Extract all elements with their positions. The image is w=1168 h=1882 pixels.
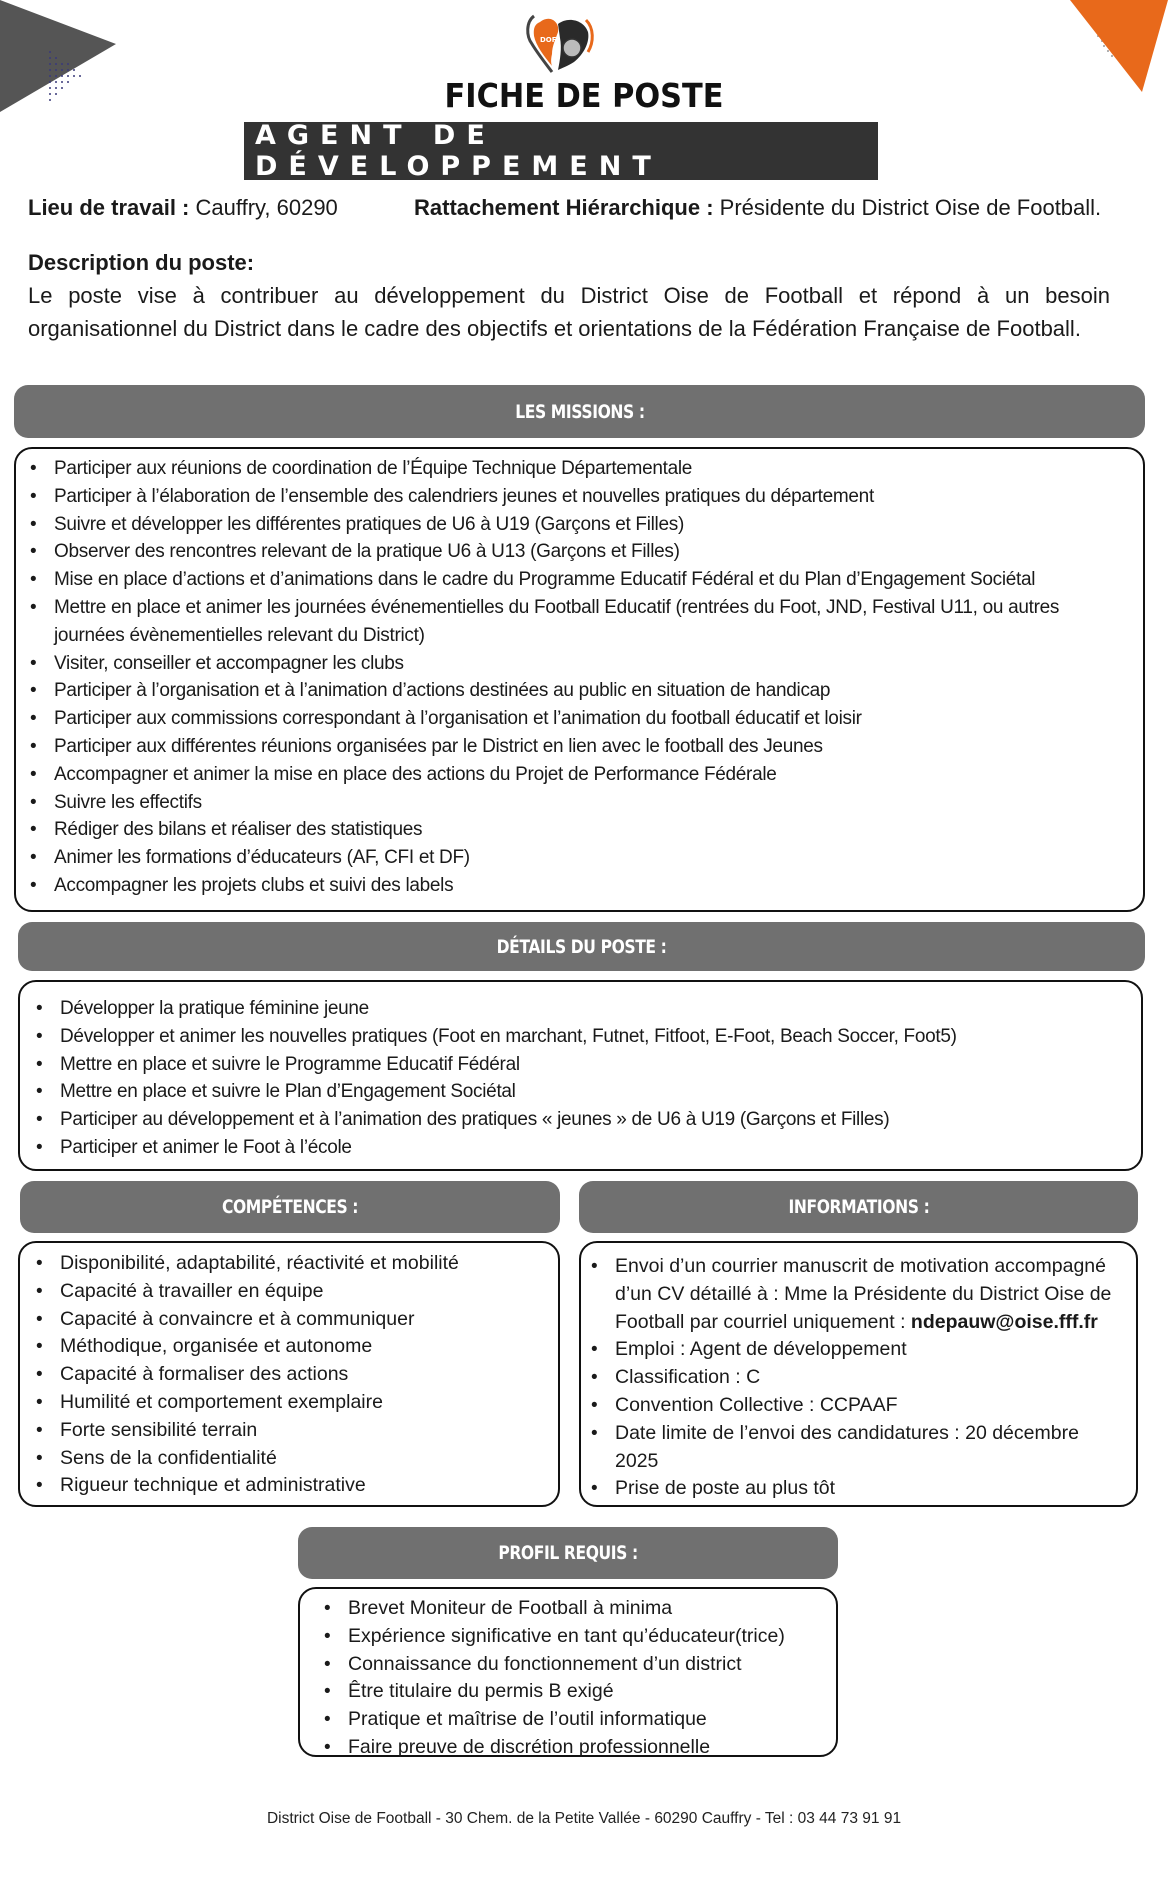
list-item: • Participer aux commissions correspondant à l’organisation et l’animation du football éducatif et loisir — [20, 705, 1133, 733]
competences-list — [26, 1250, 550, 1500]
list-item: • Convention Collective : CCPAAF — [581, 1392, 1126, 1420]
list-item: • Méthodique, organisée et autonome — [26, 1333, 550, 1361]
list-item: • Visiter, conseiller et accompagner les clubs — [20, 650, 1133, 678]
list-item: • Participer aux différentes réunions organisées par le District en lien avec le football des Jeunes — [20, 733, 1133, 761]
list-item: • Développer la pratique féminine jeune — [26, 995, 1131, 1023]
list-item: • Pratique et maîtrise de l’outil informatique — [314, 1706, 828, 1734]
list-item: • Disponibilité, adaptabilité, réactivité et mobilité — [26, 1250, 550, 1278]
list-item: • Participer à l’organisation et à l’animation d’actions destinées au public en situation de handicap — [20, 677, 1133, 705]
profil-section-header — [298, 1527, 838, 1579]
work-location-label: Lieu de travail : — [28, 195, 190, 220]
reporting-line — [414, 194, 1101, 222]
list-item: • Participer à l’élaboration de l’ensemble des calendriers jeunes et nouvelles pratiques du département — [20, 483, 1133, 511]
list-item: • Capacité à travailler en équipe — [26, 1278, 550, 1306]
list-item — [581, 1253, 1126, 1336]
list-item: • Prise de poste au plus tôt — [581, 1475, 1126, 1503]
list-item: • Capacité à convaincre et à communiquer — [26, 1306, 550, 1334]
details-list — [26, 995, 1131, 1162]
list-item: • Expérience significative en tant qu’éducateur(trice) — [314, 1623, 828, 1651]
informations-list-box — [579, 1241, 1138, 1507]
list-item: • Participer aux réunions de coordination de l’Équipe Technique Départementale — [20, 455, 1133, 483]
missions-list-box — [14, 447, 1145, 912]
list-item: • Participer et animer le Foot à l’école — [26, 1134, 1131, 1162]
profil-list-box — [298, 1587, 838, 1757]
list-item: • Suivre les effectifs — [20, 789, 1133, 817]
job-title: AGENT DE DÉVELOPPEMENT — [255, 120, 662, 182]
list-item: • Être titulaire du permis B exigé — [314, 1678, 828, 1706]
description-label: Description du poste: — [28, 250, 255, 275]
list-item: • Brevet Moniteur de Football à minima — [314, 1595, 828, 1623]
list-item: • Mettre en place et animer les journées événementielles du Football Educatif (rentrées du Foot, JND, Festival U11, ou autres journées évènementielles relevant du District) — [20, 594, 1133, 650]
missions-title: LES MISSIONS : — [514, 400, 645, 423]
list-item: • Animer les formations d’éducateurs (AF, CFI et DF) — [20, 844, 1133, 872]
job-title-bar — [244, 122, 878, 180]
informations-title: INFORMATIONS : — [788, 1196, 929, 1218]
details-section-header — [18, 922, 1145, 971]
list-item: • Suivre et développer les différentes pratiques de U6 à U19 (Garçons et Filles) — [20, 511, 1133, 539]
competences-title: COMPÉTENCES : — [221, 1196, 359, 1218]
list-item: • Connaissance du fonctionnement d’un district — [314, 1651, 828, 1679]
work-location — [28, 194, 338, 222]
list-item: • Emploi : Agent de développement — [581, 1336, 1126, 1364]
list-item: • Accompagner les projets clubs et suivi des labels — [20, 872, 1133, 900]
document-title: FICHE DE POSTE — [444, 76, 724, 115]
list-item: • Date limite de l’envoi des candidatures : 20 décembre 2025 — [581, 1420, 1126, 1476]
list-item: • Humilité et comportement exemplaire — [26, 1389, 550, 1417]
list-item: • Rédiger des bilans et réaliser des statistiques — [20, 816, 1133, 844]
list-item: • Capacité à formaliser des actions — [26, 1361, 550, 1389]
work-location-value: Cauffry, 60290 — [195, 195, 338, 220]
missions-section-header — [14, 385, 1145, 438]
list-item: • Mettre en place et suivre le Plan d’Engagement Sociétal — [26, 1078, 1131, 1106]
informations-list — [581, 1253, 1126, 1336]
list-item: • Observer des rencontres relevant de la pratique U6 à U13 (Garçons et Filles) — [20, 538, 1133, 566]
list-item: • Faire preuve de discrétion professionnelle — [314, 1734, 828, 1762]
list-item: • Développer et animer les nouvelles pratiques (Foot en marchant, Futnet, Fitfoot, E-Foot, Beach Soccer, Foot5) — [26, 1023, 1131, 1051]
description-text: Le poste vise à contribuer au développement du District Oise de Football et répond à un besoin organisationnel du District dans le cadre des objectifs et orientations de la Fédération Française de Football. — [28, 283, 1110, 341]
missions-list — [20, 455, 1133, 900]
list-item: • Participer au développement et à l’animation des pratiques « jeunes » de U6 à U19 (Garçons et Filles) — [26, 1106, 1131, 1134]
logo-text: DOF — [540, 36, 557, 44]
list-item: • Mettre en place et suivre le Programme Educatif Fédéral — [26, 1051, 1131, 1079]
reporting-line-label: Rattachement Hiérarchique : — [414, 195, 714, 220]
details-list-box — [18, 980, 1143, 1171]
profil-title: PROFIL REQUIS : — [498, 1542, 638, 1564]
informations-section-header — [579, 1181, 1138, 1233]
list-item: • Rigueur technique et administrative — [26, 1472, 550, 1500]
list-item: • Mise en place d’actions et d’animations dans le cadre du Programme Educatif Fédéral et du Plan d’Engagement Sociétal — [20, 566, 1133, 594]
competences-section-header — [20, 1181, 560, 1233]
list-item: • Accompagner et animer la mise en place des actions du Projet de Performance Fédérale — [20, 761, 1133, 789]
competences-list-box — [18, 1241, 560, 1507]
profil-list — [314, 1595, 828, 1762]
list-item: • Forte sensibilité terrain — [26, 1417, 550, 1445]
list-item: • Classification : C — [581, 1364, 1126, 1392]
district-logo — [522, 8, 598, 74]
footer-contact: District Oise de Football - 30 Chem. de la Petite Vallée - 60290 Cauffry - Tel : 03 44 73 91 91 — [266, 1810, 902, 1827]
reporting-line-value: Présidente du District Oise de Football. — [719, 195, 1102, 220]
list-item: • Sens de la confidentialité — [26, 1445, 550, 1473]
details-title: DÉTAILS DU POSTE : — [496, 935, 667, 958]
contact-email-link[interactable]: ndepauw@oise.fff.fr — [910, 1310, 1098, 1333]
application-instructions: Envoi d’un courrier manuscrit de motivation accompagné d’un CV détaillé à : Mme la Présidente du District Oise de Football par courriel uniquement : — [615, 1255, 1112, 1333]
informations-list-rest — [581, 1336, 1126, 1503]
